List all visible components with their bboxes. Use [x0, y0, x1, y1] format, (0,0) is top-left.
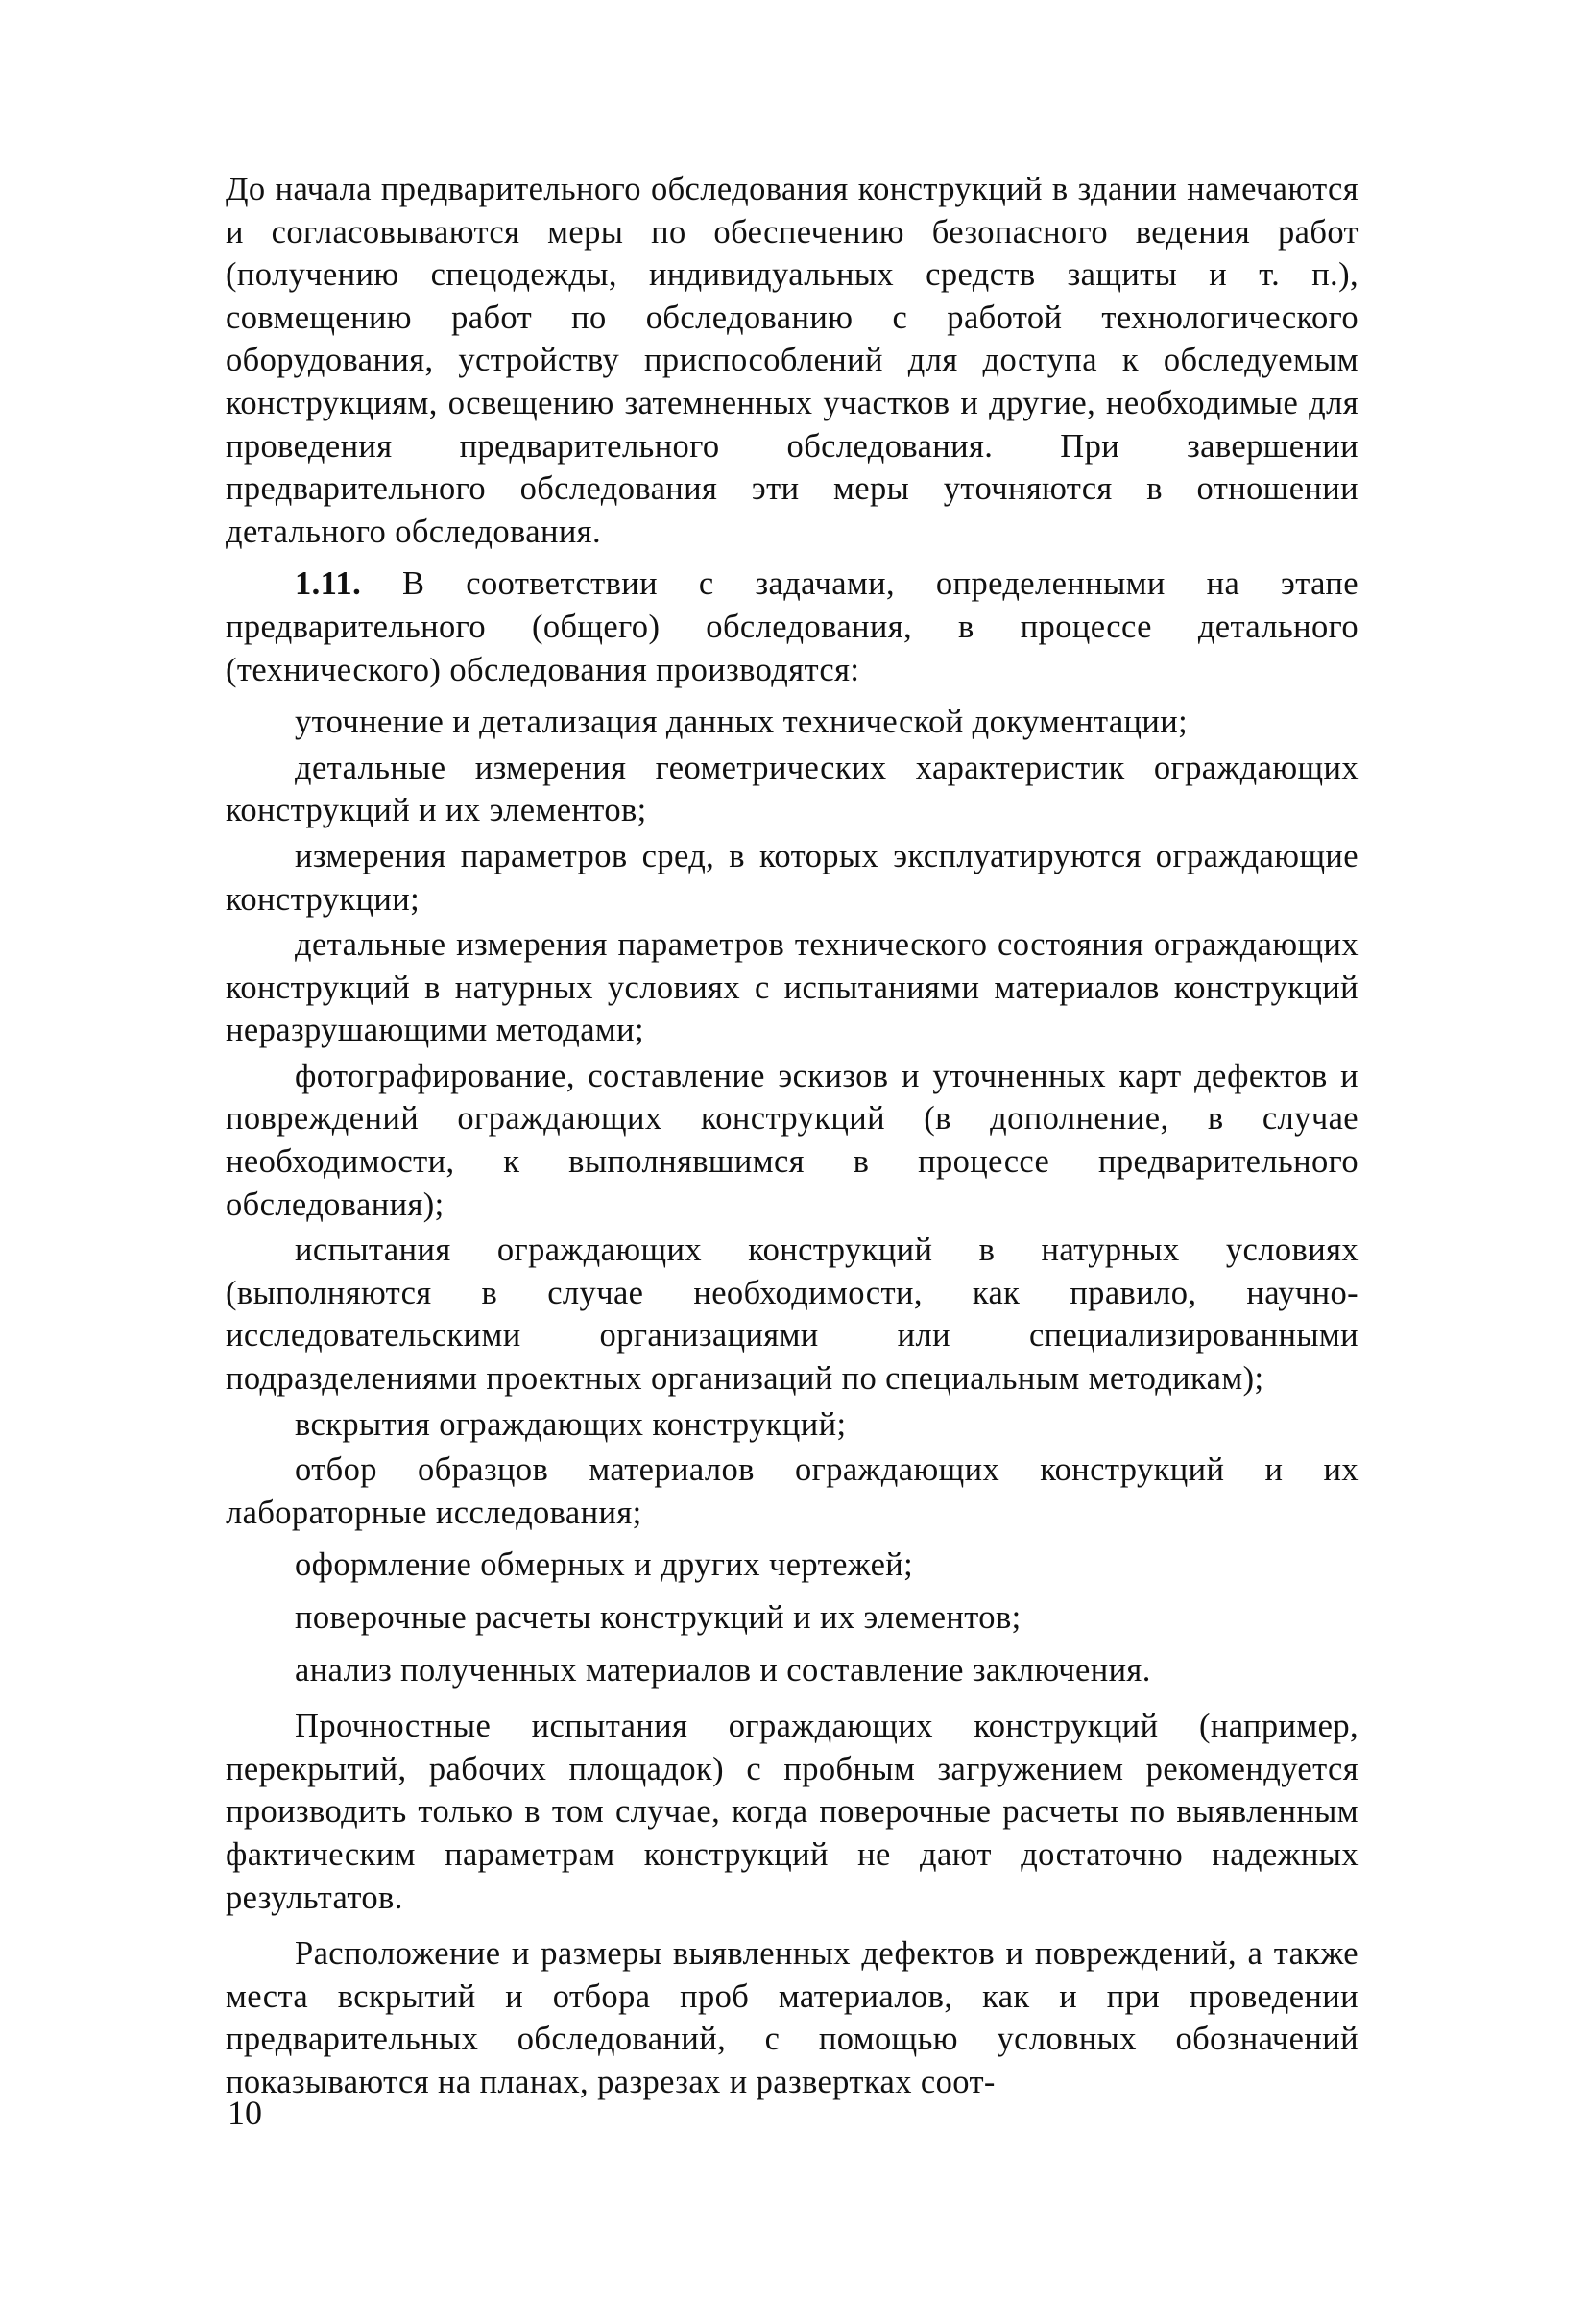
section-1-11-paragraph	[226, 563, 1359, 691]
list-item: измерения параметров сред, в которых эксплуатируются ограждающие конструкции;	[226, 837, 1359, 918]
list-item: анализ полученных материалов и составление заключения.	[295, 1651, 1151, 1689]
document-body	[226, 168, 1359, 2104]
list-item: отбор образцов материалов ограждающих конструкций и их лабораторные исследования;	[226, 1451, 1359, 1531]
section-text: В соответствии с задачами, определенными на этапе предварительного (общего) обследования, в процессе детального (технического) обследования производятся:	[226, 565, 1359, 688]
list-item: вскрытия ограждающих конструкций;	[295, 1405, 847, 1443]
list-item: детальные измерения геометрических характеристик ограждающих конструкций и их элементов;	[226, 749, 1359, 829]
paragraph-intro: До начала предварительного обследования конструкций в здании намечаются и согласовываются меры по обеспечению безопасного ведения работ (получению спецодежды, индивидуальных средств защиты и т. п.), совмещению работ по обследованию с работой технологического оборудования, устройству приспособлений для доступа к обследуемым конструкциям, освещению затемненных участков и другие, необходимые для проведения предварительного обследования. При завершении предварительного обследования эти меры уточняются в отношении детального обследования.	[226, 171, 1359, 550]
list-item: детальные измерения параметров технического состояния ограждающих конструкций в натурных условиях с испытаниями материалов конструкций неразрушающими методами;	[226, 926, 1359, 1049]
list-item: фотографирование, составление эскизов и уточненных карт дефектов и повреждений ограждающих конструкций (в дополнение, в случае необходимости, к выполнявшимся в процессе предварительного обследования);	[226, 1057, 1359, 1223]
paragraph-strength-tests: Прочностные испытания ограждающих конструкций (например, перекрытий, рабочих площадок) с пробным загружением рекомендуется производить только в том случае, когда поверочные расчеты по выявленным фактическим параметрам конструкций не дают достаточно надежных результатов.	[226, 1708, 1359, 1916]
list-item: испытания ограждающих конструкций в натурных условиях (выполняются в случае необходимости, как правило, научно-исследовательскими организациями или специализированными подразделениями проектных организаций по специальным методикам);	[226, 1232, 1359, 1398]
section-number: 1.11.	[295, 565, 362, 603]
list-item: оформление обмерных и других чертежей;	[295, 1546, 914, 1584]
list-item: уточнение и детализация данных технической документации;	[295, 704, 1189, 741]
page-number: 10	[228, 2094, 262, 2132]
paragraph-defects: Расположение и размеры выявленных дефектов и повреждений, а также места вскрытий и отбора проб материалов, как и при проведении предварительных обследований, с помощью условных обозначений показываются на планах, разрезах и развертках соот-	[226, 1935, 1359, 2100]
list-item: поверочные расчеты конструкций и их элементов;	[295, 1599, 1022, 1636]
